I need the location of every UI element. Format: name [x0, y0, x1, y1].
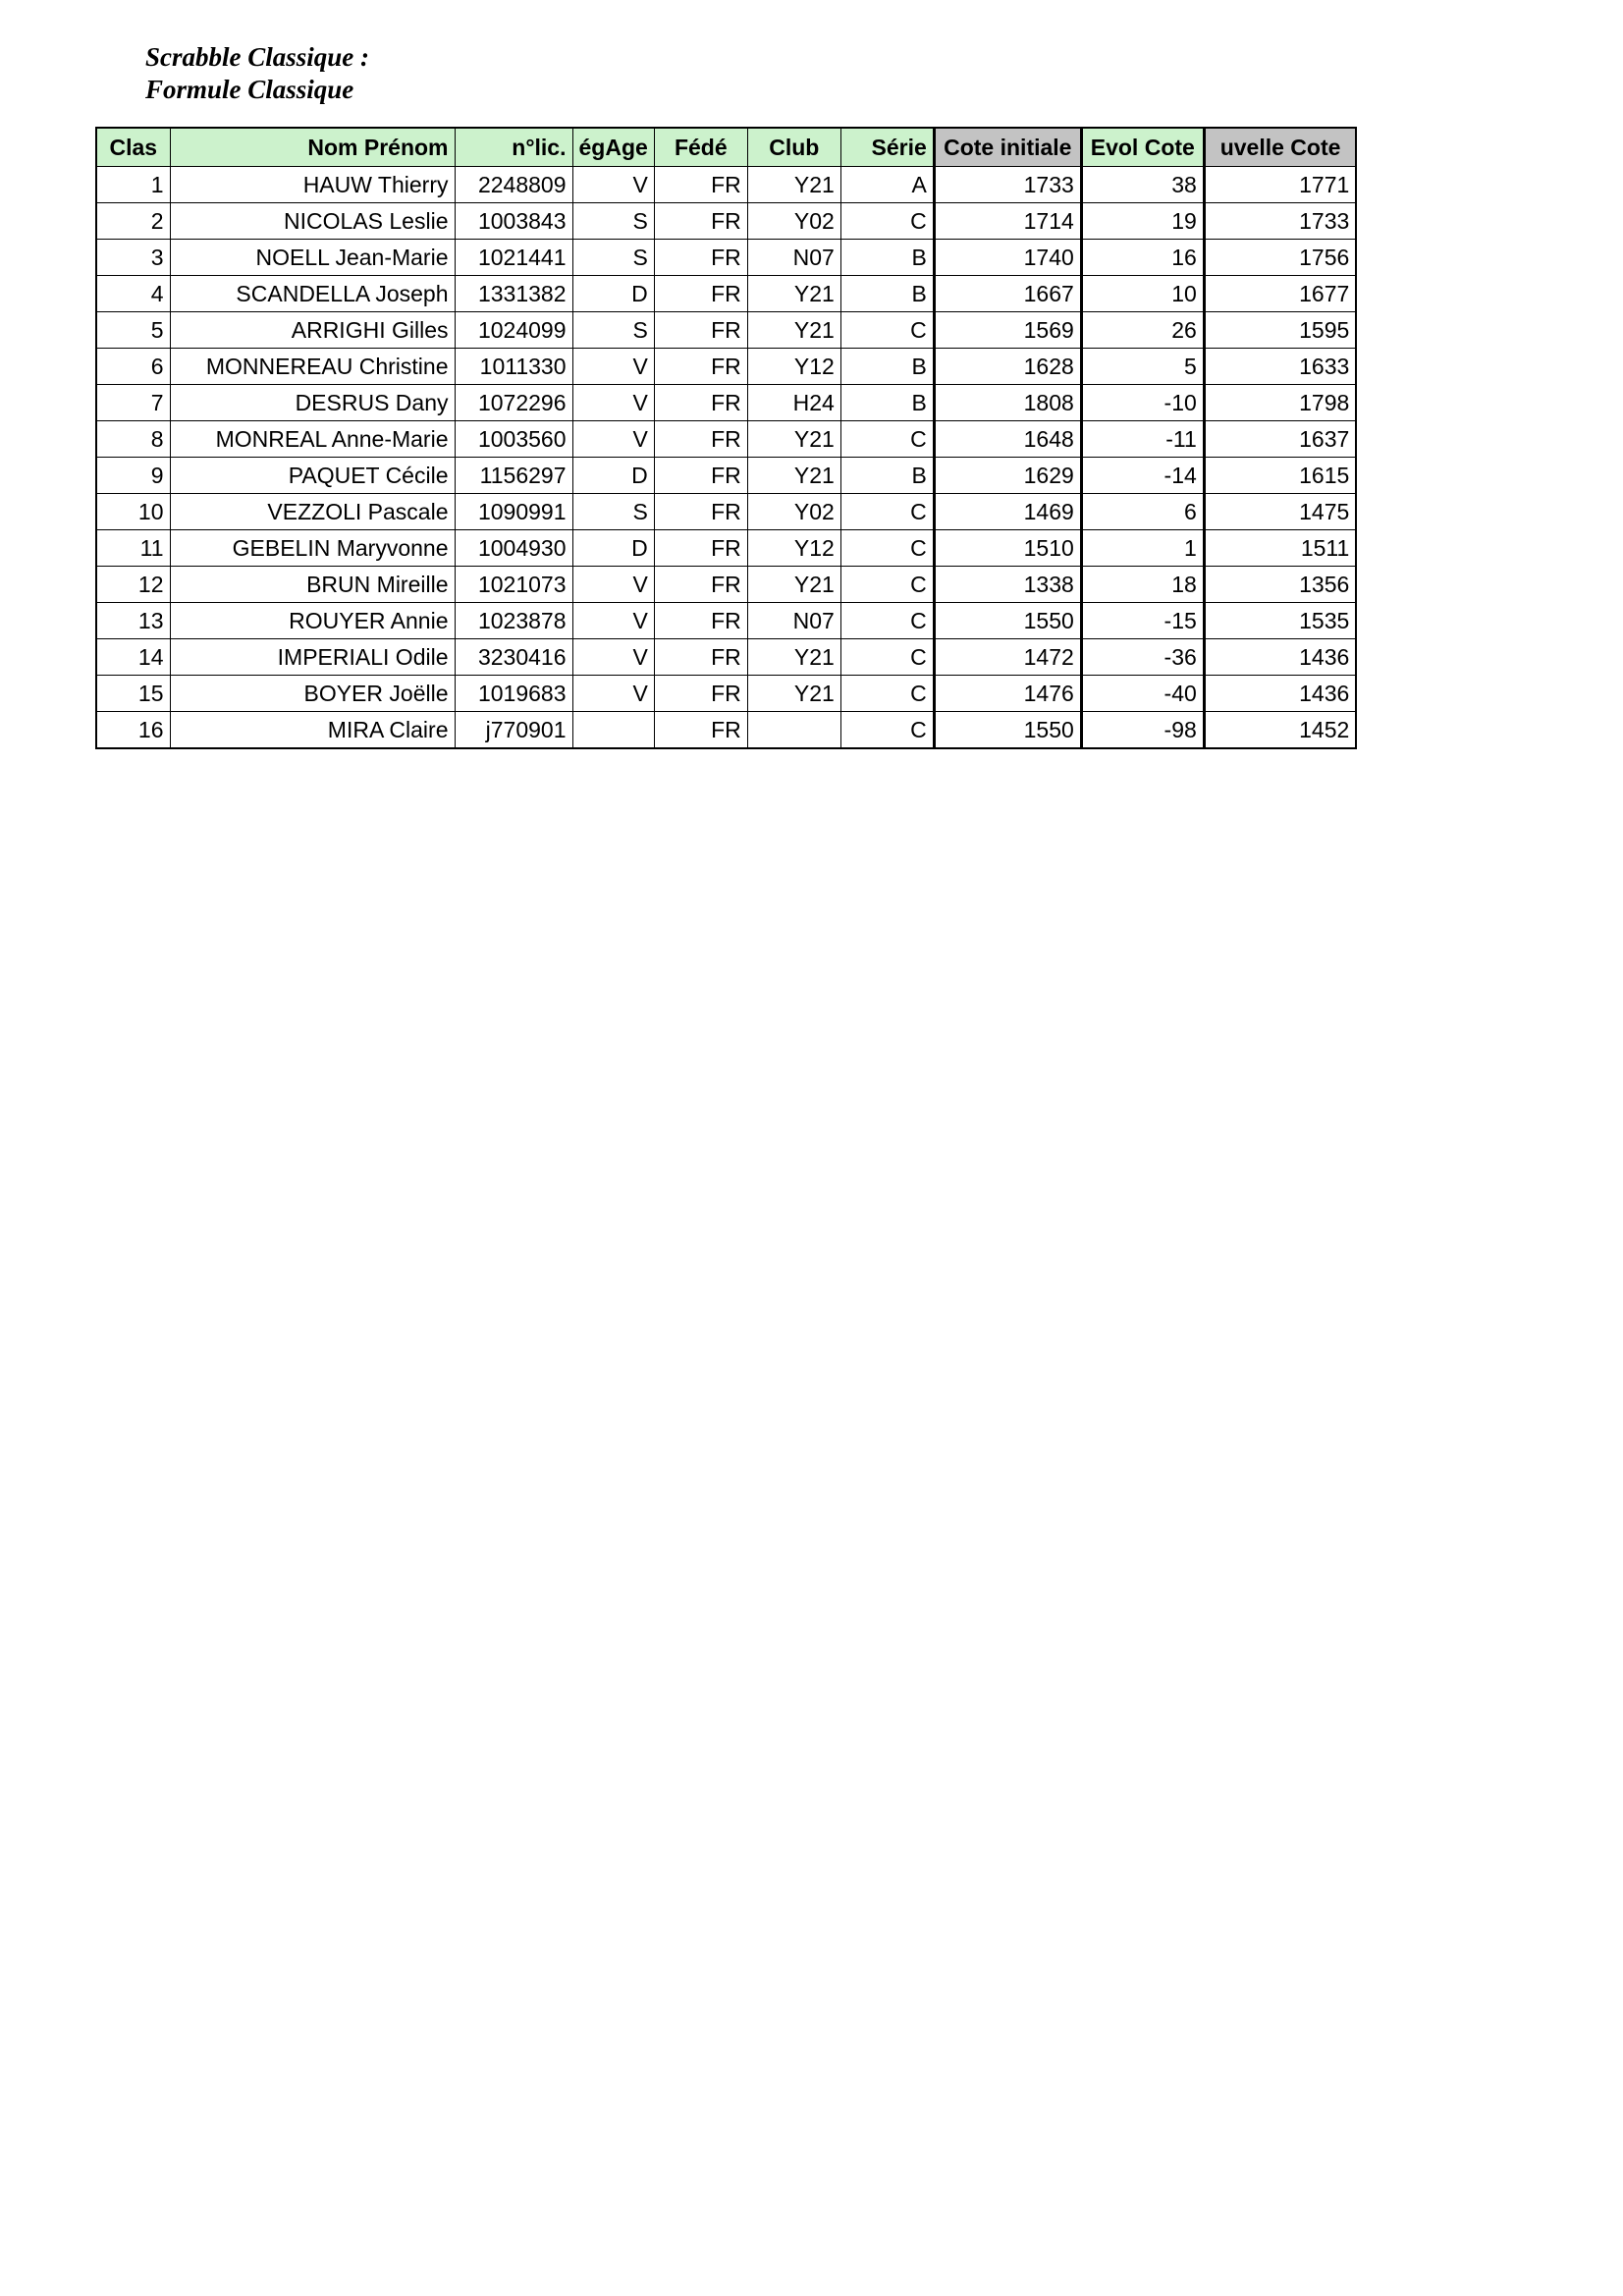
column-header-fede[interactable]: Fédé — [654, 128, 747, 167]
cell-nouvelle_cote: 1475 — [1204, 494, 1356, 530]
cell-cote_initiale: 1472 — [934, 639, 1081, 676]
cell-clas: 12 — [96, 567, 170, 603]
cell-nom_prenom: GEBELIN Maryvonne — [170, 530, 455, 567]
table-body — [96, 167, 1356, 749]
cell-serie: B — [840, 240, 934, 276]
cell-clas: 14 — [96, 639, 170, 676]
cell-nouvelle_cote: 1677 — [1204, 276, 1356, 312]
cell-nouvelle_cote: 1771 — [1204, 167, 1356, 203]
cell-clas: 16 — [96, 712, 170, 749]
column-header-nouvelle-cote[interactable]: uvelle Cote — [1204, 128, 1356, 167]
cell-evol_cote: -15 — [1081, 603, 1204, 639]
cell-serie: C — [840, 530, 934, 567]
table-header-row — [96, 128, 1356, 167]
cell-cat_age: V — [572, 567, 654, 603]
cell-evol_cote: 1 — [1081, 530, 1204, 567]
cell-fede: FR — [654, 639, 747, 676]
cell-club: Y12 — [747, 530, 840, 567]
cell-cat_age — [572, 712, 654, 749]
cell-club: H24 — [747, 385, 840, 421]
title-line-1: Scrabble Classique : — [145, 42, 370, 72]
cell-cote_initiale: 1808 — [934, 385, 1081, 421]
cell-n_lic: 3230416 — [455, 639, 572, 676]
cell-club: Y21 — [747, 567, 840, 603]
cell-serie: B — [840, 385, 934, 421]
cell-club: N07 — [747, 603, 840, 639]
cell-cat_age: V — [572, 603, 654, 639]
cell-clas: 11 — [96, 530, 170, 567]
cell-evol_cote: -40 — [1081, 676, 1204, 712]
cell-nouvelle_cote: 1436 — [1204, 676, 1356, 712]
cell-fede: FR — [654, 312, 747, 349]
cell-evol_cote: -10 — [1081, 385, 1204, 421]
cell-nom_prenom: ROUYER Annie — [170, 603, 455, 639]
cell-evol_cote: -98 — [1081, 712, 1204, 749]
cell-fede: FR — [654, 421, 747, 458]
cell-nouvelle_cote: 1733 — [1204, 203, 1356, 240]
column-header-cat-age[interactable]: égAge — [572, 128, 654, 167]
page-title — [145, 41, 369, 106]
cell-nouvelle_cote: 1637 — [1204, 421, 1356, 458]
title-line-2: Formule Classique — [145, 74, 354, 104]
cell-cote_initiale: 1569 — [934, 312, 1081, 349]
cell-clas: 3 — [96, 240, 170, 276]
table-row[interactable] — [96, 312, 1356, 349]
cell-club: N07 — [747, 240, 840, 276]
cell-fede: FR — [654, 240, 747, 276]
cell-cote_initiale: 1740 — [934, 240, 1081, 276]
cell-nom_prenom: ARRIGHI Gilles — [170, 312, 455, 349]
cell-nom_prenom: MONNEREAU Christine — [170, 349, 455, 385]
cell-evol_cote: -14 — [1081, 458, 1204, 494]
cell-club: Y12 — [747, 349, 840, 385]
cell-nom_prenom: VEZZOLI Pascale — [170, 494, 455, 530]
cell-nouvelle_cote: 1615 — [1204, 458, 1356, 494]
cell-club — [747, 712, 840, 749]
results-table-container — [95, 127, 1357, 749]
cell-cote_initiale: 1628 — [934, 349, 1081, 385]
cell-fede: FR — [654, 203, 747, 240]
cell-nouvelle_cote: 1535 — [1204, 603, 1356, 639]
cell-nom_prenom: MONREAL Anne-Marie — [170, 421, 455, 458]
cell-n_lic: 1090991 — [455, 494, 572, 530]
cell-nom_prenom: BOYER Joëlle — [170, 676, 455, 712]
cell-cote_initiale: 1714 — [934, 203, 1081, 240]
table-row[interactable] — [96, 349, 1356, 385]
cell-club: Y21 — [747, 312, 840, 349]
cell-n_lic: 1019683 — [455, 676, 572, 712]
cell-club: Y02 — [747, 494, 840, 530]
cell-nouvelle_cote: 1756 — [1204, 240, 1356, 276]
cell-evol_cote: -11 — [1081, 421, 1204, 458]
table-row[interactable] — [96, 240, 1356, 276]
cell-evol_cote: 19 — [1081, 203, 1204, 240]
cell-clas: 6 — [96, 349, 170, 385]
cell-cote_initiale: 1667 — [934, 276, 1081, 312]
cell-fede: FR — [654, 349, 747, 385]
cell-cote_initiale: 1648 — [934, 421, 1081, 458]
cell-nouvelle_cote: 1436 — [1204, 639, 1356, 676]
cell-nouvelle_cote: 1356 — [1204, 567, 1356, 603]
cell-cat_age: V — [572, 421, 654, 458]
cell-evol_cote: 5 — [1081, 349, 1204, 385]
cell-serie: C — [840, 203, 934, 240]
cell-serie: C — [840, 567, 934, 603]
cell-n_lic: 1021073 — [455, 567, 572, 603]
cell-serie: B — [840, 349, 934, 385]
cell-cote_initiale: 1469 — [934, 494, 1081, 530]
cell-nouvelle_cote: 1452 — [1204, 712, 1356, 749]
cell-nouvelle_cote: 1798 — [1204, 385, 1356, 421]
cell-cat_age: D — [572, 276, 654, 312]
cell-nom_prenom: NOELL Jean-Marie — [170, 240, 455, 276]
cell-fede: FR — [654, 276, 747, 312]
column-header-clas[interactable]: Clas — [96, 128, 170, 167]
cell-evol_cote: 18 — [1081, 567, 1204, 603]
cell-clas: 8 — [96, 421, 170, 458]
cell-club: Y21 — [747, 167, 840, 203]
cell-cat_age: S — [572, 312, 654, 349]
cell-clas: 4 — [96, 276, 170, 312]
table-row[interactable] — [96, 567, 1356, 603]
cell-fede: FR — [654, 458, 747, 494]
cell-fede: FR — [654, 494, 747, 530]
cell-club: Y21 — [747, 676, 840, 712]
column-header-serie[interactable]: Série — [840, 128, 934, 167]
cell-fede: FR — [654, 567, 747, 603]
cell-serie: C — [840, 603, 934, 639]
cell-fede: FR — [654, 167, 747, 203]
table-row[interactable] — [96, 639, 1356, 676]
table-row[interactable] — [96, 421, 1356, 458]
cell-cat_age: S — [572, 494, 654, 530]
cell-n_lic: 1004930 — [455, 530, 572, 567]
cell-nom_prenom: SCANDELLA Joseph — [170, 276, 455, 312]
cell-cote_initiale: 1476 — [934, 676, 1081, 712]
cell-club: Y21 — [747, 458, 840, 494]
cell-n_lic: 1072296 — [455, 385, 572, 421]
cell-nom_prenom: MIRA Claire — [170, 712, 455, 749]
cell-cat_age: D — [572, 458, 654, 494]
cell-clas: 9 — [96, 458, 170, 494]
cell-serie: C — [840, 639, 934, 676]
cell-cat_age: S — [572, 203, 654, 240]
cell-serie: B — [840, 276, 934, 312]
cell-nom_prenom: DESRUS Dany — [170, 385, 455, 421]
cell-fede: FR — [654, 712, 747, 749]
cell-nom_prenom: BRUN Mireille — [170, 567, 455, 603]
cell-n_lic: 1003560 — [455, 421, 572, 458]
column-header-n-lic[interactable]: n°lic. — [455, 128, 572, 167]
table-row[interactable] — [96, 276, 1356, 312]
cell-nom_prenom: IMPERIALI Odile — [170, 639, 455, 676]
cell-serie: B — [840, 458, 934, 494]
cell-club: Y02 — [747, 203, 840, 240]
column-header-cote-initiale[interactable]: Cote initiale — [934, 128, 1081, 167]
cell-n_lic: 1011330 — [455, 349, 572, 385]
table-row[interactable] — [96, 603, 1356, 639]
cell-evol_cote: 10 — [1081, 276, 1204, 312]
cell-clas: 10 — [96, 494, 170, 530]
table-row[interactable] — [96, 385, 1356, 421]
cell-serie: C — [840, 676, 934, 712]
cell-serie: C — [840, 312, 934, 349]
cell-evol_cote: 16 — [1081, 240, 1204, 276]
cell-cote_initiale: 1510 — [934, 530, 1081, 567]
cell-clas: 1 — [96, 167, 170, 203]
cell-n_lic: j770901 — [455, 712, 572, 749]
cell-clas: 13 — [96, 603, 170, 639]
cell-clas: 7 — [96, 385, 170, 421]
cell-cote_initiale: 1338 — [934, 567, 1081, 603]
cell-nom_prenom: NICOLAS Leslie — [170, 203, 455, 240]
cell-fede: FR — [654, 676, 747, 712]
cell-evol_cote: 6 — [1081, 494, 1204, 530]
cell-cat_age: V — [572, 349, 654, 385]
cell-nom_prenom: PAQUET Cécile — [170, 458, 455, 494]
cell-n_lic: 1156297 — [455, 458, 572, 494]
table-header — [96, 128, 1356, 167]
cell-club: Y21 — [747, 639, 840, 676]
cell-n_lic: 1331382 — [455, 276, 572, 312]
cell-cat_age: S — [572, 240, 654, 276]
cell-clas: 5 — [96, 312, 170, 349]
cell-evol_cote: 26 — [1081, 312, 1204, 349]
table-row[interactable] — [96, 676, 1356, 712]
table-row[interactable] — [96, 458, 1356, 494]
cell-clas: 2 — [96, 203, 170, 240]
cell-cat_age: V — [572, 385, 654, 421]
cell-evol_cote: 38 — [1081, 167, 1204, 203]
column-header-club[interactable]: Club — [747, 128, 840, 167]
cell-serie: C — [840, 421, 934, 458]
cell-club: Y21 — [747, 276, 840, 312]
table-row[interactable] — [96, 712, 1356, 749]
table-row[interactable] — [96, 167, 1356, 203]
cell-nouvelle_cote: 1511 — [1204, 530, 1356, 567]
cell-n_lic: 1024099 — [455, 312, 572, 349]
cell-cat_age: V — [572, 167, 654, 203]
cell-cote_initiale: 1550 — [934, 712, 1081, 749]
cell-cote_initiale: 1629 — [934, 458, 1081, 494]
cell-nom_prenom: HAUW Thierry — [170, 167, 455, 203]
cell-serie: C — [840, 712, 934, 749]
cell-cat_age: D — [572, 530, 654, 567]
results-table — [95, 127, 1357, 749]
cell-serie: C — [840, 494, 934, 530]
cell-serie: A — [840, 167, 934, 203]
cell-cat_age: V — [572, 676, 654, 712]
cell-n_lic: 1021441 — [455, 240, 572, 276]
cell-fede: FR — [654, 603, 747, 639]
cell-n_lic: 2248809 — [455, 167, 572, 203]
cell-cote_initiale: 1550 — [934, 603, 1081, 639]
cell-nouvelle_cote: 1633 — [1204, 349, 1356, 385]
cell-cat_age: V — [572, 639, 654, 676]
column-header-nom-prenom[interactable]: Nom Prénom — [170, 128, 455, 167]
cell-nouvelle_cote: 1595 — [1204, 312, 1356, 349]
cell-n_lic: 1003843 — [455, 203, 572, 240]
table-row[interactable] — [96, 494, 1356, 530]
column-header-evol-cote[interactable]: Evol Cote — [1081, 128, 1204, 167]
cell-n_lic: 1023878 — [455, 603, 572, 639]
cell-clas: 15 — [96, 676, 170, 712]
cell-cote_initiale: 1733 — [934, 167, 1081, 203]
table-row[interactable] — [96, 530, 1356, 567]
cell-evol_cote: -36 — [1081, 639, 1204, 676]
cell-club: Y21 — [747, 421, 840, 458]
cell-fede: FR — [654, 385, 747, 421]
table-row[interactable] — [96, 203, 1356, 240]
cell-fede: FR — [654, 530, 747, 567]
